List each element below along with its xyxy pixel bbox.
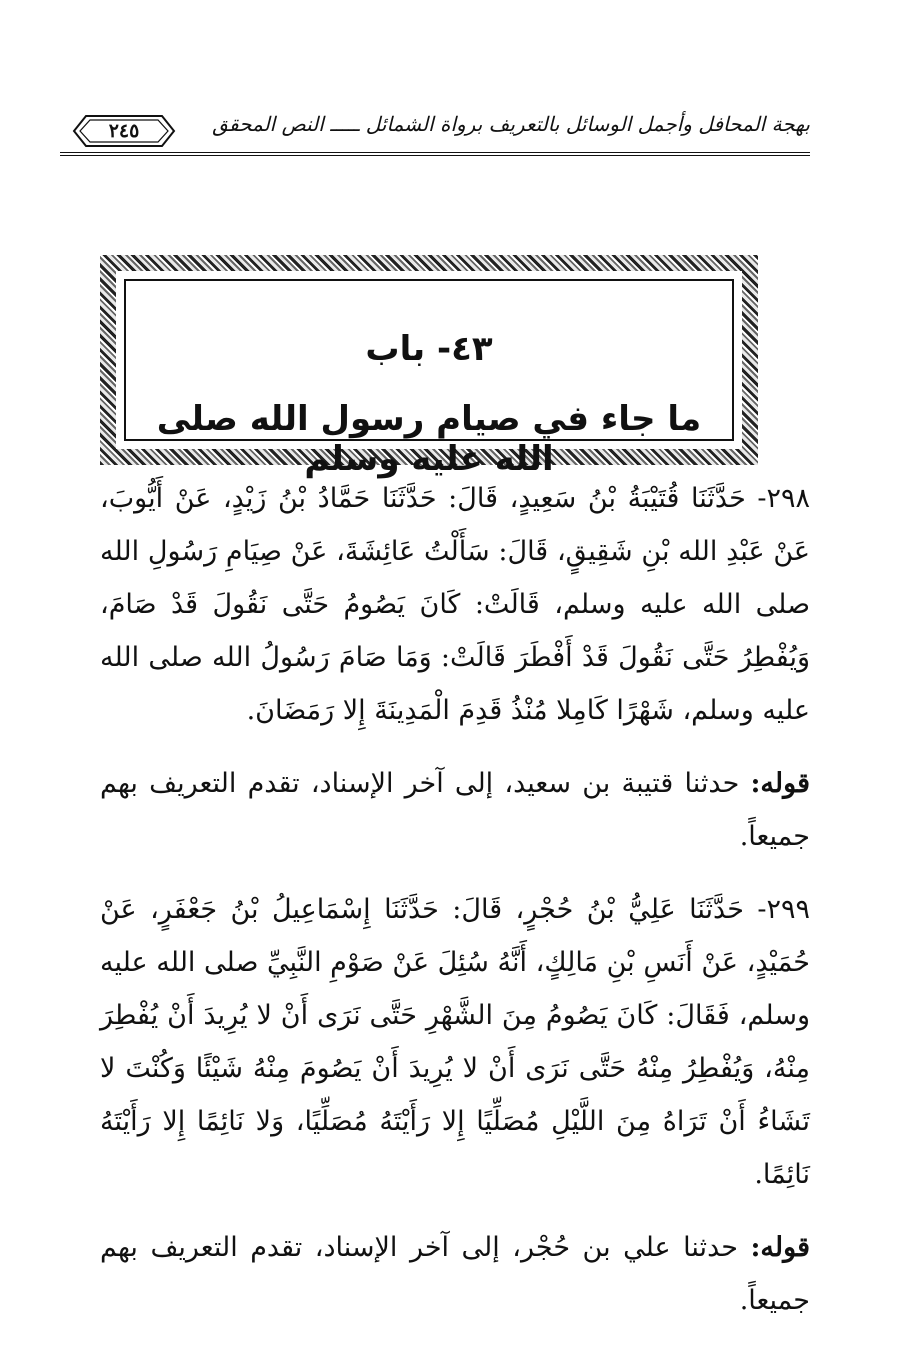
running-header	[60, 100, 810, 156]
commentary-298-lead: قوله:	[750, 768, 810, 799]
chapter-number: ٤٣- باب	[365, 329, 493, 369]
chapter-inner-border	[124, 279, 734, 479]
running-header-title: بهجة المحافل وأجمل الوسائل بالتعريف برواة الشمائل ـــــ النص المحقق	[212, 112, 810, 136]
chapter-frame	[100, 255, 758, 479]
page-number: ٢٤٥	[108, 120, 140, 142]
commentary-299-text: حدثنا علي بن حُجْر، إلى آخر الإسناد، تقدم التعريف بهم جميعاً.	[100, 1232, 810, 1316]
hadith-298: ٢٩٨- حَدَّثَنَا قُتَيْبَةُ بْنُ سَعِيدٍ، قَالَ: حَدَّثَنَا حَمَّادُ بْنُ زَيْدٍ، عَنْ أَيُّوبَ، عَنْ عَبْدِ الله بْنِ شَقِيقٍ، قَالَ: سَأَلْتُ عَائِشَةَ، عَنْ صِيَامِ رَسُولِ الله صلى الله عليه وسلم، قَالَتْ: كَانَ يَصُومُ حَتَّى نَقُولَ قَدْ صَامَ، وَيُفْطِرُ حَتَّى نَقُولَ قَدْ أَفْطَرَ قَالَتْ: وَمَا صَامَ رَسُولُ الله صلى الله عليه وسلم، شَهْرًا كَامِلا مُنْذُ قَدِمَ الْمَدِينَةَ إِلا رَمَضَانَ.	[100, 483, 810, 726]
chapter-title: ما جاء في صيام رسول الله صلى الله عليه وسلم	[156, 399, 702, 479]
hadith-299: ٢٩٩- حَدَّثَنَا عَلِيُّ بْنُ حُجْرٍ، قَالَ: حَدَّثَنَا إِسْمَاعِيلُ بْنُ جَعْفَرٍ، عَنْ حُمَيْدٍ، عَنْ أَنَسِ بْنِ مَالِكٍ، أَنَّهُ سُئِلَ عَنْ صَوْمِ النَّبِيِّ صلى الله عليه وسلم، فَقَالَ: كَانَ يَصُومُ مِنَ الشَّهْرِ حَتَّى نَرَى أَنْ لا يُرِيدَ أَنْ يُفْطِرَ مِنْهُ، وَيُفْطِرُ مِنْهُ حَتَّى نَرَى أَنْ لا يُرِيدَ أَنْ يَصُومَ مِنْهُ شَيْئًا وَكُنْتَ لا تَشَاءُ أَنْ تَرَاهُ مِنَ اللَّيْلِ مُصَلِّيًا إِلا رَأَيْتَهُ مُصَلِّيًا، وَلا نَائِمًا إِلا رَأَيْتَهُ نَائِمًا.	[100, 894, 810, 1190]
body-text	[100, 472, 810, 1347]
commentary-298-text: حدثنا قتيبة بن سعيد، إلى آخر الإسناد، تقدم التعريف بهم جميعاً.	[100, 768, 810, 852]
header-rule	[60, 152, 810, 156]
commentary-298	[100, 757, 810, 863]
commentary-299-lead: قوله:	[750, 1232, 810, 1263]
page-number-cartouche	[72, 114, 176, 148]
commentary-299	[100, 1221, 810, 1327]
